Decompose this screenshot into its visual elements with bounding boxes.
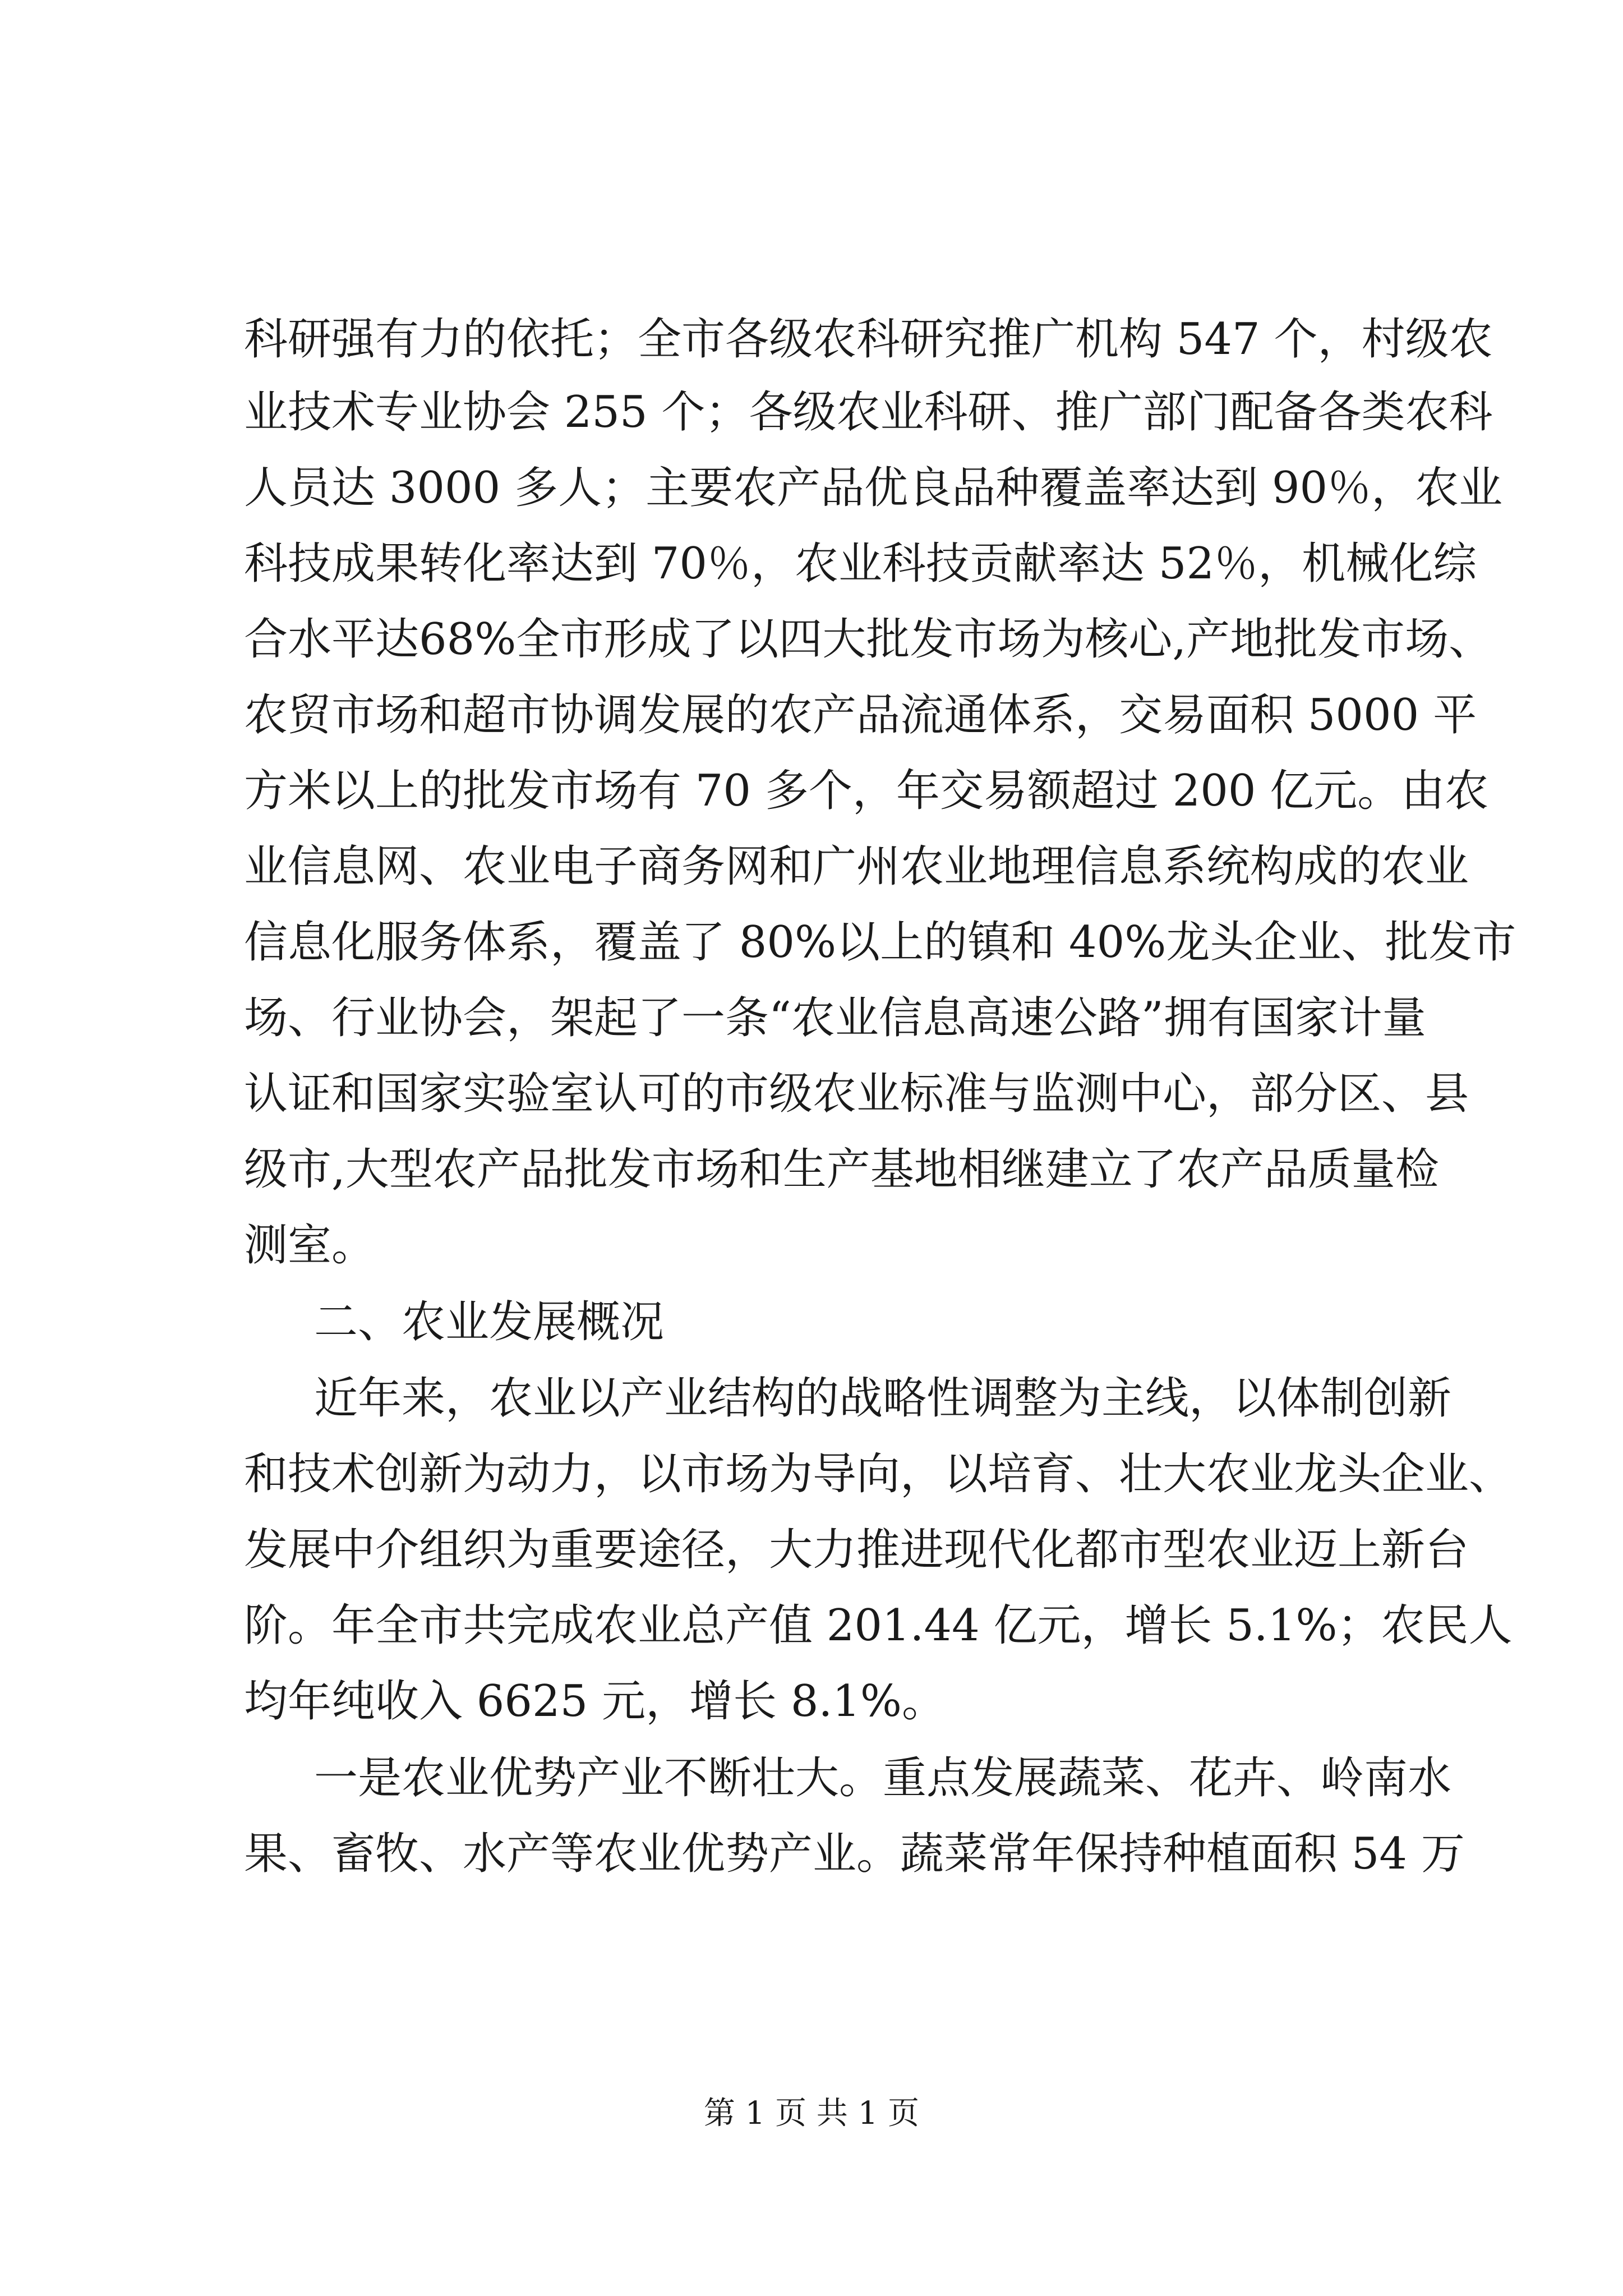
text-line: 发展中介组织为重要途径，大力推进现代化都市型农业迈上新台 bbox=[244, 1525, 1469, 1575]
text-line: 阶。年全市共完成农业总产值 201.44 亿元，增长 5.1%；农民人 bbox=[244, 1600, 1513, 1651]
text-line: 级市,大型农产品批发市场和生产基地相继建立了农产品质量检 bbox=[244, 1144, 1439, 1195]
text-line: 场、行业协会，架起了一条“农业信息高速公路”拥有国家计量 bbox=[244, 993, 1426, 1043]
text-line: 信息化服务体系，覆盖了 80%以上的镇和 40%龙头企业、批发市 bbox=[244, 917, 1516, 968]
text-line: 测室。 bbox=[244, 1220, 376, 1271]
text-line: 和技术创新为动力，以市场为导向，以培育、壮大农业龙头企业、 bbox=[244, 1449, 1513, 1499]
text-line: 人员达 3000 多人；主要农产品优良品种覆盖率达到 90％，农业 bbox=[244, 463, 1503, 513]
page-number-footer: 第 1 页 共 1 页 bbox=[703, 2095, 920, 2132]
text-line: 合水平达68%全市形成了以四大批发市场为核心,产地批发市场、 bbox=[244, 614, 1493, 665]
text-line: 认证和国家实验室认可的市级农业标准与监测中心，部分区、县 bbox=[244, 1069, 1469, 1119]
text-line: 一是农业优势产业不断壮大。重点发展蔬菜、花卉、岭南水 bbox=[314, 1753, 1452, 1803]
text-line: 业信息网、农业电子商务网和广州农业地理信息系统构成的农业 bbox=[244, 841, 1469, 892]
text-line: 方米以上的批发市场有 70 多个，年交易额超过 200 亿元。由农 bbox=[244, 766, 1489, 816]
section-heading: 二、农业发展概况 bbox=[314, 1297, 665, 1347]
text-line: 农贸市场和超市协调发展的农产品流通体系，交易面积 5000 平 bbox=[244, 690, 1477, 740]
text-line: 均年纯收入 6625 元，增长 8.1%。 bbox=[244, 1676, 946, 1727]
text-line: 科技成果转化率达到 70％，农业科技贡献率达 52％，机械化综 bbox=[244, 539, 1477, 589]
text-line: 近年来，农业以产业结构的战略性调整为主线，以体制创新 bbox=[314, 1373, 1452, 1424]
text-line: 科研强有力的依托；全市各级农科研究推广机构 547 个，村级农 bbox=[244, 314, 1493, 365]
text-line: 业技术专业协会 255 个；各级农业科研、推广部门配备各类农科 bbox=[244, 387, 1493, 438]
text-line: 果、畜牧、水产等农业优势产业。蔬菜常年保持种植面积 54 万 bbox=[244, 1829, 1465, 1879]
